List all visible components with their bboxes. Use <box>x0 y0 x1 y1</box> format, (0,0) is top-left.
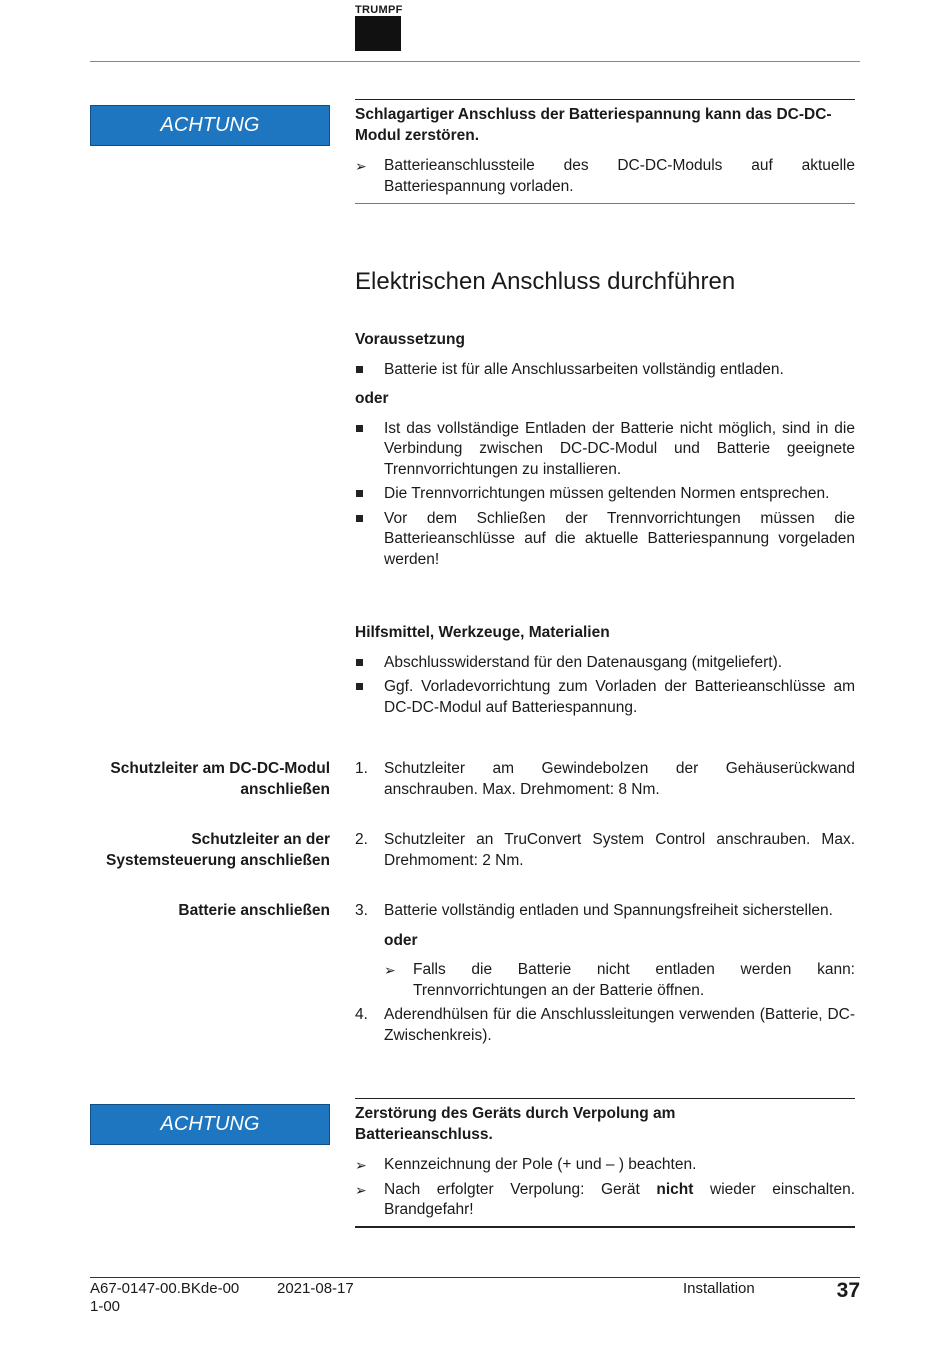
step-side-label: Schutzleiter an der Systemsteuerung anschließen <box>106 831 330 869</box>
step-number: 3. <box>355 902 368 919</box>
list-item-text: Batterie ist für alle Anschlussarbeiten vollständig entladen. <box>384 360 784 378</box>
prerequisites-block <box>355 330 855 570</box>
list-item <box>355 653 855 674</box>
warning-title: Zerstörung des Geräts durch Verpolung am Batterieanschluss. <box>355 1105 676 1143</box>
arrow-icon: ➢ <box>355 1157 367 1173</box>
list-item <box>355 509 855 571</box>
sub-step-text: Falls die Batterie nicht entladen werden kann: Trennvorrichtungen an der Batterie öffnen. <box>413 961 855 999</box>
brand-logo-block <box>355 16 401 51</box>
tools-block <box>355 623 855 718</box>
warning-top-rule <box>355 99 855 100</box>
bullet-square-icon <box>356 515 363 522</box>
step-item <box>355 830 855 871</box>
list-item <box>355 484 855 505</box>
warning-block <box>355 105 855 197</box>
list-item <box>355 360 855 381</box>
warning-step-text: Batterieanschlussteile des DC-DC-Moduls auf aktuelle Batteriespannung vorladen. <box>384 157 855 195</box>
warning-title: Schlagartiger Anschluss der Batteriespannung kann das DC-DC-Modul zerstören. <box>355 106 832 144</box>
list-item-text: Ist das vollständige Entladen der Batterie nicht möglich, sind in die Verbindung zwischen DC-DC-Modul und Batterie geeignete Trennvorrichtungen zu installieren. <box>384 419 855 478</box>
footer-date: 2021-08-17 <box>277 1280 354 1297</box>
warning-bottom-rule <box>355 203 855 204</box>
prereq-heading: Voraussetzung <box>355 331 465 348</box>
footer-divider <box>90 1277 860 1278</box>
step-text: Schutzleiter am Gewindebolzen der Gehäuserückwand anschrauben. Max. Drehmoment: 8 Nm. <box>384 760 855 798</box>
footer-doc-id: A67-0147-00.BKde-001-00 <box>90 1280 240 1315</box>
warning-step <box>355 1155 855 1176</box>
list-item-text: Abschlusswiderstand für den Datenausgang (mitgeliefert). <box>384 653 783 671</box>
bullet-square-icon <box>356 659 363 666</box>
list-item <box>355 419 855 481</box>
step-number: 1. <box>355 760 368 777</box>
warning-block <box>355 1104 855 1221</box>
brand-logo-text: TRUMPF <box>355 4 403 16</box>
step-row <box>355 830 855 871</box>
warning-step-text: Nach erfolgter Verpolung: Gerät nicht wieder einschalten. Brandgefahr! <box>384 1180 856 1218</box>
step-number: 2. <box>355 831 368 848</box>
arrow-icon: ➢ <box>384 962 396 978</box>
step-row <box>355 1005 855 1046</box>
list-item <box>355 677 855 718</box>
warning-label: ACHTUNG <box>90 1104 330 1145</box>
step-side-label: Batterie anschließen <box>178 902 330 919</box>
step-row <box>355 759 855 800</box>
warning-top-rule <box>355 1098 855 1099</box>
bullet-square-icon <box>356 366 363 373</box>
list-item-text: Ggf. Vorladevorrichtung zum Vorladen der Batterieanschlüsse am DC-DC-Modul auf Batteriespannung. <box>384 678 855 716</box>
list-item-text: Die Trennvorrichtungen müssen geltenden Normen entsprechen. <box>384 485 830 502</box>
arrow-icon: ➢ <box>355 1181 367 1198</box>
bullet-square-icon <box>356 425 363 432</box>
bullet-square-icon <box>356 683 363 690</box>
footer-page-number: 37 <box>836 1279 860 1302</box>
step-text: Schutzleiter an TruConvert System Control anschrauben. Max. Drehmoment: 2 Nm. <box>384 831 855 869</box>
warning-bottom-rule <box>355 1226 855 1228</box>
header-divider <box>90 61 860 62</box>
step-item <box>355 759 855 800</box>
sub-step <box>384 960 855 1001</box>
footer-chapter: Installation <box>683 1280 755 1297</box>
bullet-square-icon <box>356 490 363 497</box>
step-text: Batterie vollständig entladen und Spannungsfreiheit sicherstellen. <box>384 902 833 919</box>
step-side-label: Schutzleiter am DC-DC-Modul anschließen <box>110 760 330 798</box>
warning-label: ACHTUNG <box>90 105 330 146</box>
or-label: oder <box>355 390 389 407</box>
or-label: oder <box>384 931 418 949</box>
step-item <box>355 901 855 1046</box>
section-title: Elektrischen Anschluss durchführen <box>355 268 736 295</box>
tools-heading: Hilfsmittel, Werkzeuge, Materialien <box>355 624 610 641</box>
arrow-icon: ➢ <box>355 158 367 174</box>
step-row <box>355 901 855 922</box>
warning-step-text: Kennzeichnung der Pole (+ und – ) beachten. <box>384 1156 697 1173</box>
warning-step <box>355 1180 855 1221</box>
step-number: 4. <box>355 1006 368 1023</box>
warning-step <box>355 156 855 197</box>
step-text: Aderendhülsen für die Anschlussleitungen verwenden (Batterie, DC-Zwischenkreis). <box>384 1006 855 1044</box>
list-item-text: Vor dem Schließen der Trennvorrichtungen müssen die Batterieanschlüsse auf die aktuelle Batteriespannung vorgeladen werden! <box>384 509 855 568</box>
